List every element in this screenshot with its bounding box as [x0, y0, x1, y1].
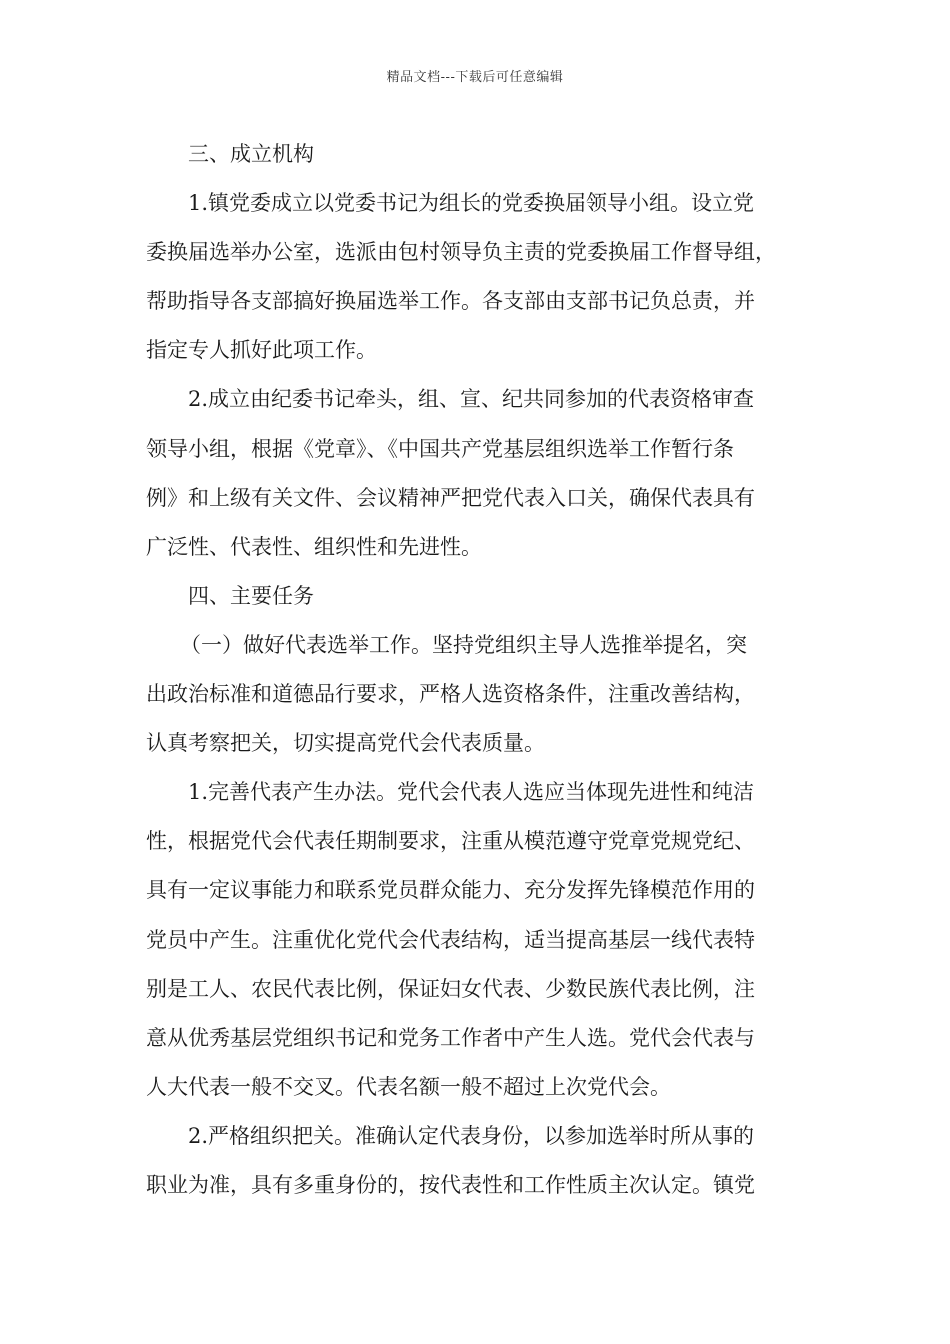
paragraph-line: 领导小组，根据《党章》、《中国共产党基层组织选举工作暂行条	[146, 436, 734, 461]
paragraph-line: 意从优秀基层党组织书记和党务工作者中产生人选。党代会代表与	[146, 1025, 755, 1050]
paragraph-line: 1.镇党委成立以党委书记为组长的党委换届领导小组。设立党	[188, 191, 755, 216]
paragraph-line: 党员中产生。注重优化党代会代表结构，适当提高基层一线代表特	[146, 927, 755, 952]
paragraph-line: 2.成立由纪委书记牵头，组、宣、纪共同参加的代表资格审查	[188, 387, 755, 412]
paragraph-line: 人大代表一般不交叉。代表名额一般不超过上次党代会。	[146, 1074, 671, 1099]
paragraph-line: 出政治标准和道德品行要求，严格人选资格条件，注重改善结构，	[146, 682, 755, 707]
paragraph-line: 2.严格组织把关。准确认定代表身份，以参加选举时所从事的	[188, 1123, 755, 1148]
paragraph-line: 指定专人抓好此项工作。	[146, 338, 377, 363]
section-heading-3: 三、成立机构	[188, 142, 314, 166]
subsection-heading: （一）做好代表选举工作。坚持党组织主导人选推举提名，突	[180, 632, 747, 657]
document-body	[146, 130, 824, 1210]
paragraph-line: 职业为准，具有多重身份的，按代表性和工作性质主次认定。镇党	[146, 1172, 755, 1197]
paragraph-line: 广泛性、代表性、组织性和先进性。	[146, 534, 482, 559]
page-header: 精品文档---下载后可任意编辑	[386, 70, 564, 85]
paragraph-line: 性，根据党代会代表任期制要求，注重从模范遵守党章党规党纪、	[146, 829, 755, 854]
paragraph-line: 别是工人、农民代表比例，保证妇女代表、少数民族代表比例，注	[146, 976, 755, 1001]
paragraph-line: 具有一定议事能力和联系党员群众能力、充分发挥先锋模范作用的	[146, 878, 755, 903]
paragraph-line: 认真考察把关，切实提高党代会代表质量。	[146, 731, 545, 756]
paragraph-line: 帮助指导各支部搞好换届选举工作。各支部由支部书记负总责，并	[146, 289, 755, 314]
paragraph-line: 1.完善代表产生办法。党代会代表人选应当体现先进性和纯洁	[188, 780, 755, 805]
paragraph-line: 例》和上级有关文件、会议精神严把党代表入口关，确保代表具有	[146, 485, 755, 510]
section-heading-4: 四、主要任务	[188, 583, 314, 608]
paragraph-line: 委换届选举办公室，选派由包村领导负主责的党委换届工作督导组，	[146, 240, 776, 265]
